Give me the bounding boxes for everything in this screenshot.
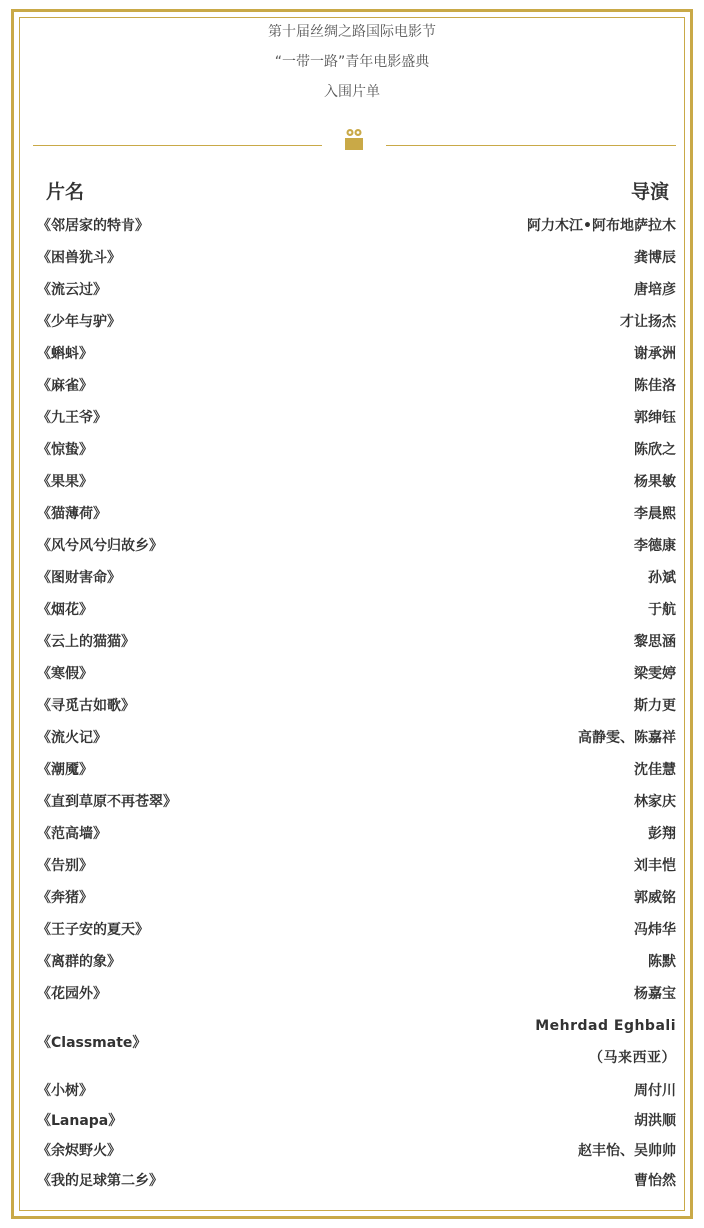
film-row <box>37 1105 676 1135</box>
divider-rule-left <box>33 145 322 146</box>
film-row <box>37 977 676 1009</box>
film-row <box>37 305 676 337</box>
director-name: Mehrdad Eghbali <box>535 1018 676 1034</box>
festival-name: 第十届丝绸之路国际电影节 <box>268 24 436 40</box>
film-title: 《风兮风兮归故乡》 <box>37 538 163 554</box>
film-title: 《惊蛰》 <box>37 442 93 458</box>
film-director: 高静雯、陈嘉祥 <box>578 730 676 746</box>
film-title: 《寒假》 <box>37 666 93 682</box>
director-country: （马来西亚） <box>589 1050 676 1066</box>
film-row <box>37 849 676 881</box>
film-title: 《离群的象》 <box>37 954 121 970</box>
film-director: 陈佳洛 <box>634 378 676 394</box>
film-director: 唐培彦 <box>634 282 676 298</box>
film-row <box>37 689 676 721</box>
film-title: 《直到草原不再苍翠》 <box>37 794 177 810</box>
film-title: 《九王爷》 <box>37 410 107 426</box>
film-row <box>37 241 676 273</box>
film-director: 谢承洲 <box>634 346 676 362</box>
film-director: 才让扬杰 <box>620 314 676 330</box>
film-row <box>37 945 676 977</box>
film-row <box>37 913 676 945</box>
film-director: 曹怡然 <box>634 1173 676 1189</box>
film-row <box>37 369 676 401</box>
film-title: 《范高墙》 <box>37 826 107 842</box>
film-row <box>37 337 676 369</box>
film-title: 《云上的猫猫》 <box>37 634 135 650</box>
film-row <box>37 1135 676 1165</box>
film-director: 李德康 <box>634 538 676 554</box>
film-row <box>37 785 676 817</box>
film-title: 《流云过》 <box>37 282 107 298</box>
film-director: 龚博辰 <box>634 250 676 266</box>
film-director: 斯力更 <box>634 698 676 714</box>
film-director: 李晨熙 <box>634 506 676 522</box>
film-title: 《Classmate》 <box>37 1035 147 1051</box>
film-title: 《奔猪》 <box>37 890 93 906</box>
film-row <box>37 753 676 785</box>
film-title: 《困兽犹斗》 <box>37 250 121 266</box>
film-title: 《我的足球第二乡》 <box>37 1173 163 1189</box>
list-title: 入围片单 <box>324 84 380 100</box>
film-director: 杨果敏 <box>634 474 676 490</box>
film-director: 林家庆 <box>634 794 676 810</box>
film-title: 《果果》 <box>37 474 93 490</box>
film-title: 《猫薄荷》 <box>37 506 107 522</box>
film-row <box>37 657 676 689</box>
film-title: 《王子安的夏天》 <box>37 922 149 938</box>
film-director: 陈默 <box>648 954 676 970</box>
film-director: 周付川 <box>634 1083 676 1099</box>
film-title: 《图财害命》 <box>37 570 121 586</box>
header-divider <box>33 128 676 152</box>
film-row <box>37 465 676 497</box>
film-director: 沈佳慧 <box>634 762 676 778</box>
film-title: 《寻觅古如歌》 <box>37 698 135 714</box>
film-title: 《余烬野火》 <box>37 1143 121 1159</box>
film-director: 郭威铭 <box>634 890 676 906</box>
film-director: 梁雯婷 <box>634 666 676 682</box>
header <box>0 22 704 112</box>
film-title: 《邻居家的特肯》 <box>37 218 149 234</box>
film-row <box>37 817 676 849</box>
column-header-director: 导演 <box>630 181 669 203</box>
divider-rule-right <box>386 145 676 146</box>
film-title: 《告别》 <box>37 858 93 874</box>
film-director: 黎思涵 <box>634 634 676 650</box>
film-director: 于航 <box>648 602 676 618</box>
film-row <box>37 625 676 657</box>
film-row <box>37 721 676 753</box>
film-row <box>37 209 676 241</box>
film-director: 陈欣之 <box>634 442 676 458</box>
film-director: 彭翔 <box>648 826 676 842</box>
film-director: 刘丰恺 <box>634 858 676 874</box>
film-row <box>37 1165 676 1195</box>
film-row <box>37 561 676 593</box>
column-header-title: 片名 <box>46 181 85 203</box>
film-row <box>37 881 676 913</box>
film-title: 《麻雀》 <box>37 378 93 394</box>
film-row <box>37 433 676 465</box>
film-director: 郭绅钰 <box>634 410 676 426</box>
film-title: 《烟花》 <box>37 602 93 618</box>
film-director: 胡洪顺 <box>634 1113 676 1129</box>
film-row <box>37 1075 676 1105</box>
film-director: 冯炜华 <box>634 922 676 938</box>
film-director <box>535 1010 676 1074</box>
film-director: 阿力木江•阿布地萨拉木 <box>527 218 676 234</box>
film-director: 孙斌 <box>648 570 676 586</box>
film-row <box>37 593 676 625</box>
film-title: 《小树》 <box>37 1083 93 1099</box>
film-title: 《Lanapa》 <box>37 1113 123 1129</box>
film-row <box>37 401 676 433</box>
film-title: 《潮魇》 <box>37 762 93 778</box>
film-reel-icon <box>345 128 363 150</box>
film-row <box>37 497 676 529</box>
event-name: “一带一路”青年电影盛典 <box>274 54 430 70</box>
film-title: 《少年与驴》 <box>37 314 121 330</box>
film-row <box>37 1009 676 1075</box>
film-row <box>37 529 676 561</box>
film-list <box>37 209 676 1195</box>
film-row <box>37 273 676 305</box>
film-title: 《蝌蚪》 <box>37 346 93 362</box>
film-director: 杨嘉宝 <box>634 986 676 1002</box>
film-director: 赵丰怡、吴帅帅 <box>578 1143 676 1159</box>
film-title: 《流火记》 <box>37 730 107 746</box>
film-title: 《花园外》 <box>37 986 107 1002</box>
